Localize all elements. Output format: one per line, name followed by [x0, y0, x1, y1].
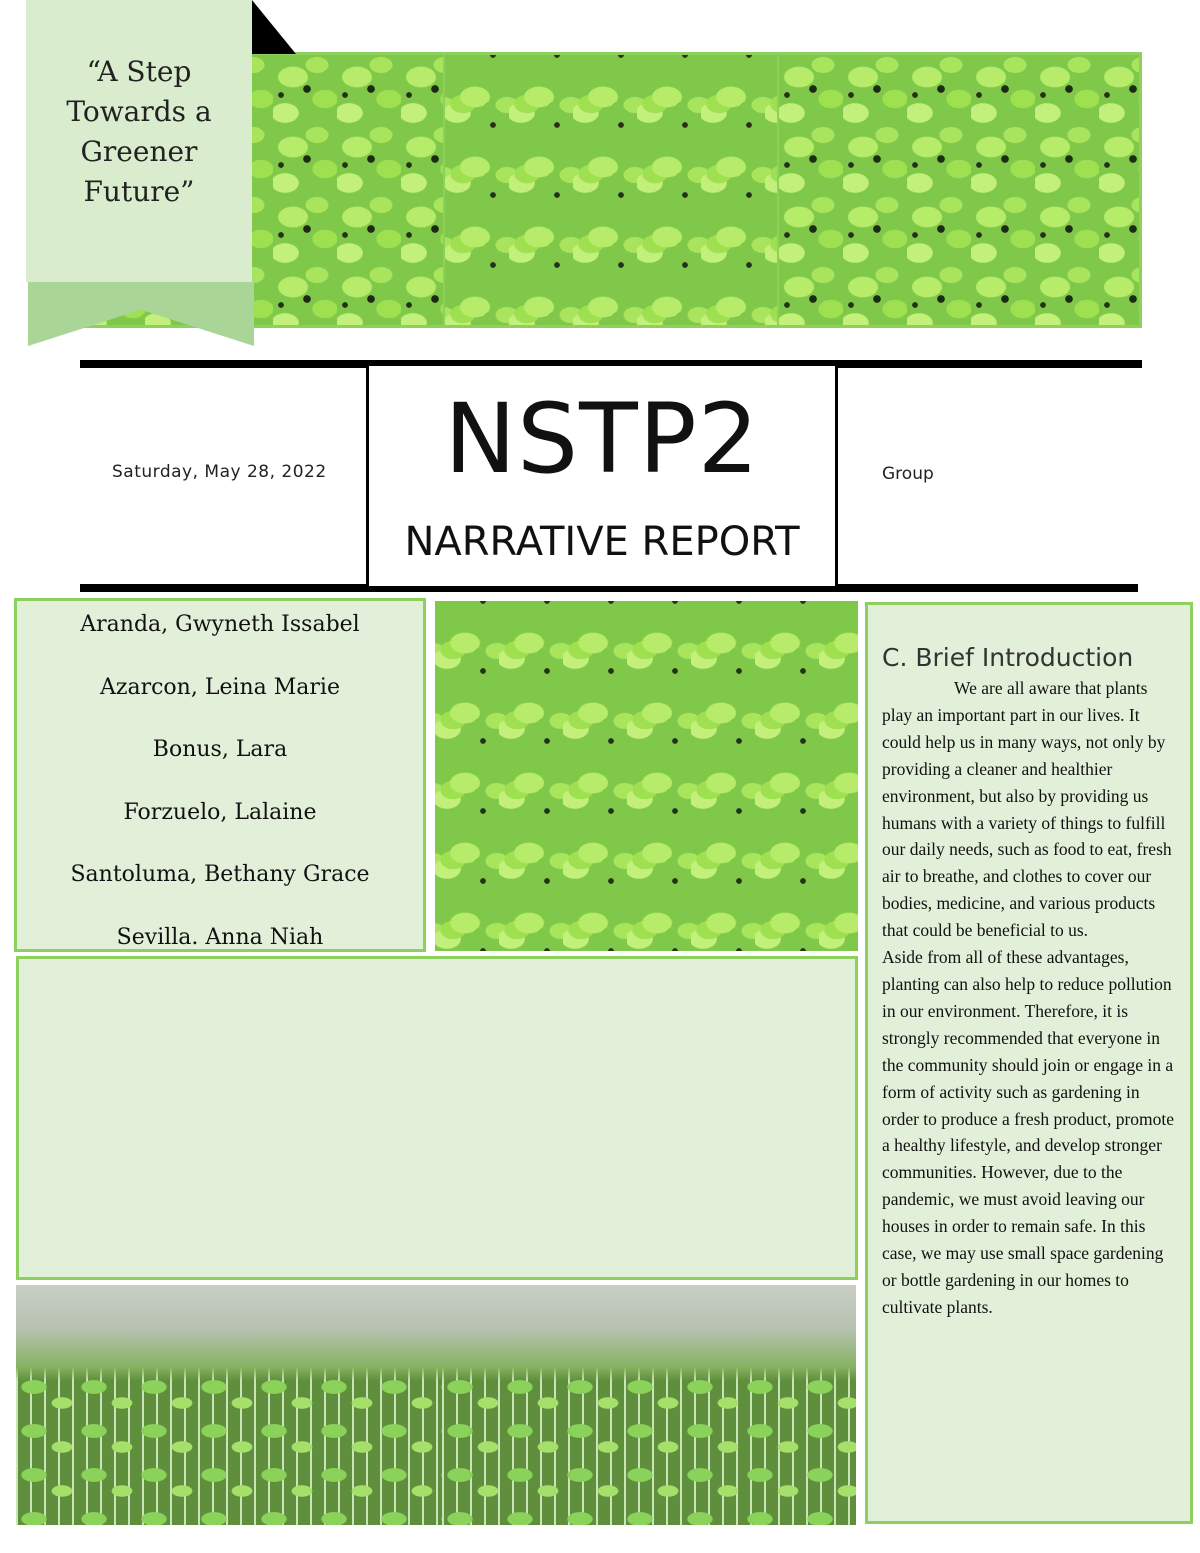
member-name: Santoluma, Bethany Grace	[70, 862, 370, 888]
banner-quote: “A Step Towards a Greener Future”	[66, 55, 212, 208]
page-title: NSTP2	[444, 383, 760, 495]
member-name: Azarcon, Leina Marie	[100, 674, 340, 700]
report-date: Saturday, May 28, 2022	[112, 462, 327, 482]
member-name: Forzuelo, Lalaine	[123, 799, 317, 825]
corner-triangle	[252, 0, 296, 54]
page-subtitle: NARRATIVE REPORT	[404, 519, 800, 565]
member-name: Sevilla. Anna Niah	[116, 924, 324, 950]
member-name: Bonus, Lara	[152, 737, 288, 763]
members-box	[14, 598, 426, 952]
group-label: Group	[882, 464, 934, 484]
sprouts-photo-left	[16, 1285, 442, 1525]
sprouts-photo-right	[442, 1285, 856, 1525]
title-block	[366, 0, 838, 600]
intro-paragraph-1: We are all aware that plants play an important part in our lives. It could help us in many ways, not only by providing a cleaner and healthier environment, but also by providing us humans with a variety of things to fulfill our daily needs, such as food to eat, fresh air to breathe, and clothes to cover our bodies, medicine, and various products that could be beneficial to us.	[882, 678, 1172, 941]
microgreens-photo-center	[435, 601, 858, 951]
intro-paragraph-2: Aside from all of these advantages, planting can also help to reduce pollution in our environment. Therefore, it is strongly recommended that everyone in the community should join or engage in a form of activity such as gardening in order to produce a fresh product, promote a healthy lifestyle, and develop stronger communities. However, due to the pandemic, we must avoid leaving our houses in order to remain safe. In this case, we may use small space gardening or bottle gardening in our homes to cultivate plants.	[882, 947, 1175, 1317]
intro-body	[882, 675, 1176, 1321]
intro-heading: C. Brief Introduction	[882, 643, 1134, 672]
empty-content-box	[16, 956, 858, 1280]
member-name: Aranda, Gwyneth Issabel	[80, 612, 360, 637]
introduction-box	[865, 602, 1193, 1524]
quote-banner	[26, 0, 252, 282]
